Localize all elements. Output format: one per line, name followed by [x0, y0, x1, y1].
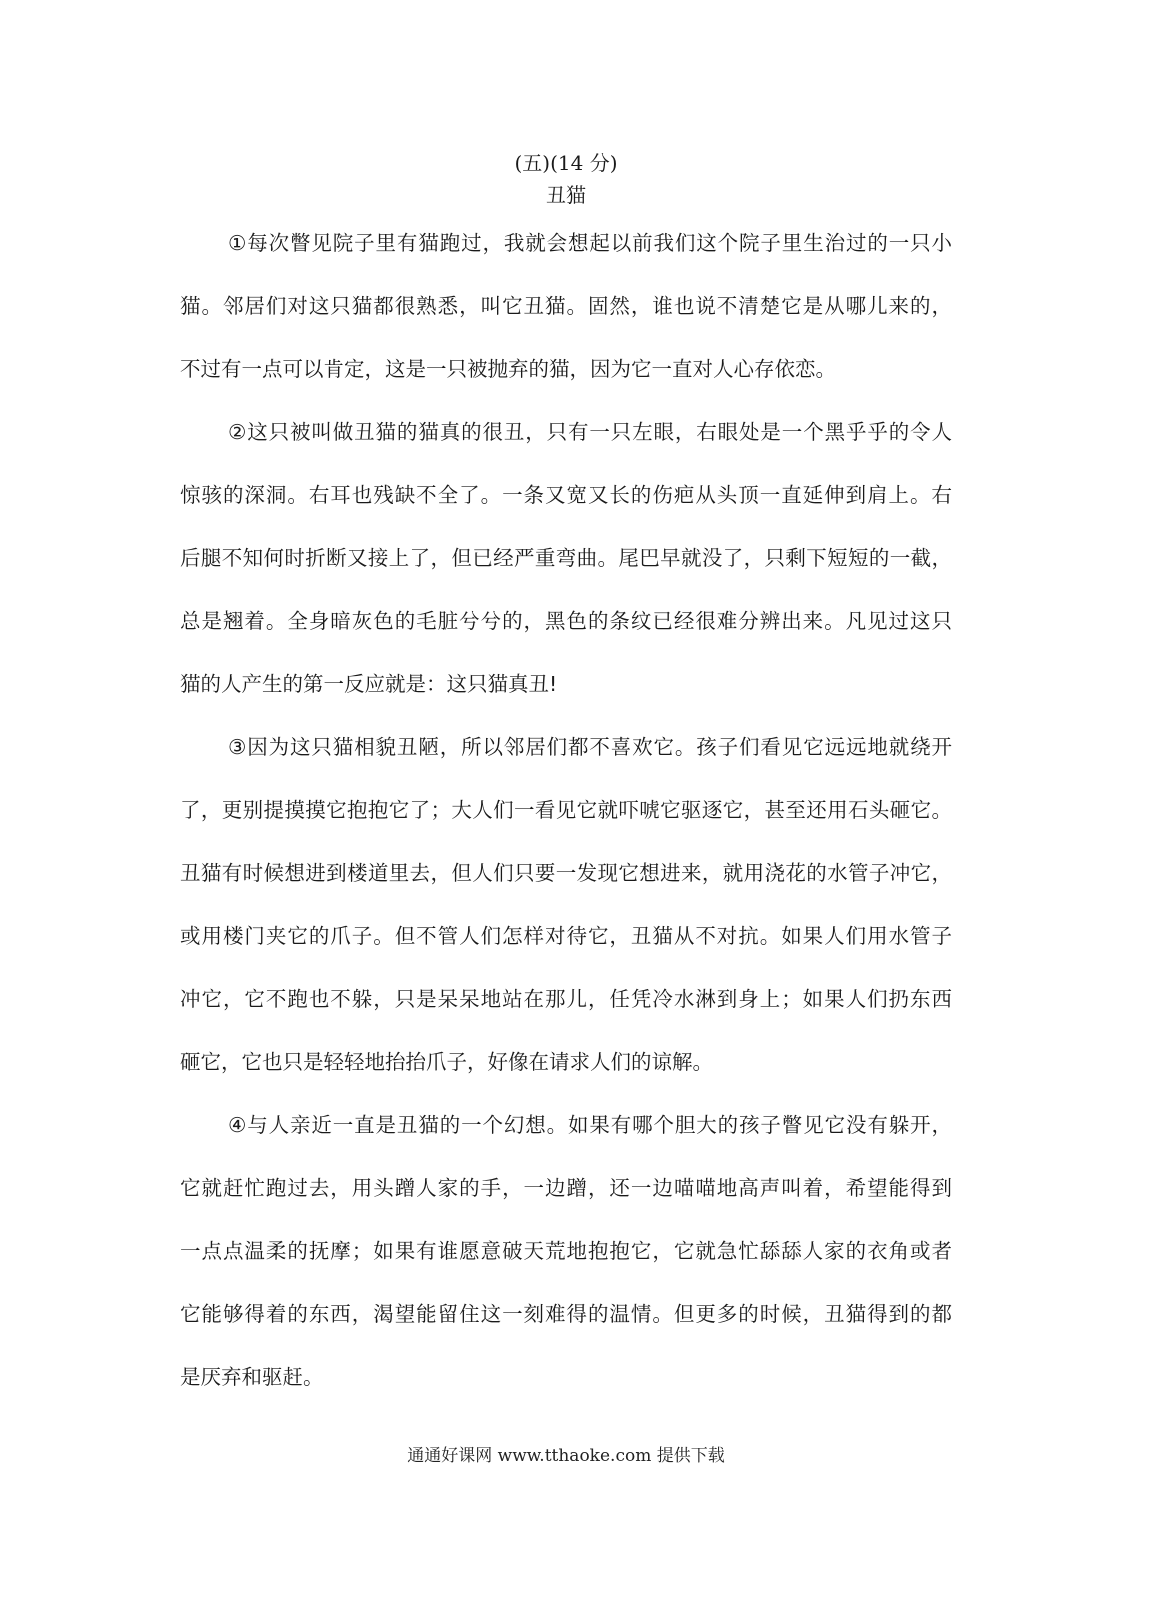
- article-title: 丑猫: [546, 183, 586, 207]
- paragraph-line: 冲它，它不跑也不躲，只是呆呆地站在那儿，任凭冷水淋到身上；如果人们扔东西: [180, 987, 952, 1011]
- section-heading: (五)(14 分): [514, 151, 618, 175]
- paragraph-line: 惊骇的深洞。右耳也残缺不全了。一条又宽又长的伤疤从头顶一直延伸到肩上。右: [180, 483, 952, 507]
- paragraph-line: ④与人亲近一直是丑猫的一个幻想。如果有哪个胆大的孩子瞥见它没有躲开，: [228, 1113, 952, 1137]
- paragraph-line: 它就赶忙跑过去，用头蹭人家的手，一边蹭，还一边喵喵地高声叫着，希望能得到: [180, 1176, 952, 1200]
- paragraph-line: ①每次瞥见院子里有猫跑过，我就会想起以前我们这个院子里生治过的一只小: [228, 231, 952, 255]
- paragraph-line: 砸它，它也只是轻轻地抬抬爪子，好像在请求人们的谅解。: [180, 1050, 713, 1074]
- paragraph-line: 猫的人产生的第一反应就是：这只猫真丑!: [180, 672, 558, 696]
- paragraph-4: [180, 1094, 952, 1409]
- paragraph-2: [180, 401, 952, 716]
- paragraph-line: ③因为这只猫相貌丑陋，所以邻居们都不喜欢它。孩子们看见它远远地就绕开: [228, 735, 952, 759]
- paragraph-line: 它能够得着的东西，渴望能留住这一刻难得的温情。但更多的时候，丑猫得到的都: [180, 1302, 952, 1326]
- paragraph-line: ②这只被叫做丑猫的猫真的很丑，只有一只左眼，右眼处是一个黑乎乎的令人: [228, 420, 952, 444]
- article-body: [180, 212, 952, 1409]
- paragraph-3: [180, 716, 952, 1094]
- paragraph-line: 一点点温柔的抚摩；如果有谁愿意破天荒地抱抱它，它就急忙舔舔人家的衣角或者: [180, 1239, 952, 1263]
- paragraph-line: 不过有一点可以肯定，这是一只被抛弃的猫，因为它一直对人心存依恋。: [180, 357, 836, 381]
- paragraph-line: 或用楼门夹它的爪子。但不管人们怎样对待它，丑猫从不对抗。如果人们用水管子: [180, 924, 952, 948]
- paragraph-line: 了，更别提摸摸它抱抱它了；大人们一看见它就吓唬它驱逐它，甚至还用石头砸它。: [180, 798, 952, 822]
- paragraph-line: 后腿不知何时折断又接上了，但已经严重弯曲。尾巴早就没了，只剩下短短的一截，: [180, 546, 952, 570]
- paragraph-line: 是厌弃和驱赶。: [180, 1365, 324, 1389]
- paragraph-line: 猫。邻居们对这只猫都很熟悉，叫它丑猫。固然，谁也说不清楚它是从哪儿来的，: [180, 294, 952, 318]
- paragraph-line: 丑猫有时候想进到楼道里去，但人们只要一发现它想进来，就用浇花的水管子冲它，: [180, 861, 952, 885]
- page-footer: 通通好课网 www.tthaoke.com 提供下载: [407, 1446, 725, 1466]
- paragraph-line: 总是翘着。全身暗灰色的毛脏兮兮的，黑色的条纹已经很难分辨出来。凡见过这只: [180, 609, 952, 633]
- paragraph-1: [180, 212, 952, 401]
